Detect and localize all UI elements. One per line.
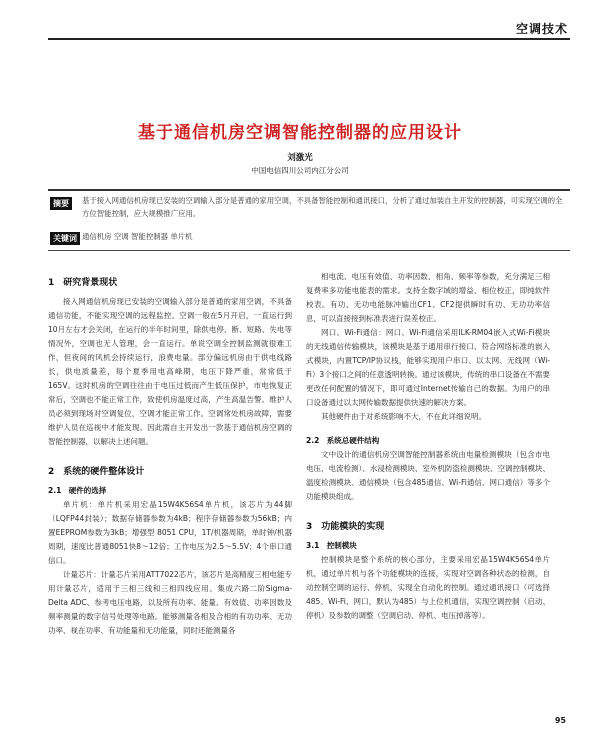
section-1-heading: 1 研究背景现状 xyxy=(48,278,118,288)
network-paragraph: 网口、Wi-Fi通信：网口、Wi-Fi通信采用ILK-RM04嵌入式Wi-Fi模块的无线通信传输模块，该模块是基于通用串行接口、符合网络标准的嵌入式模块，内置TCP/IP协议栈，能够实现用户串口、以太网、无线网（Wi-Fi）3个接口之间的任意透明转换。通过该模块，传统的串口设备在不需要更改任何配置的情况下，即可通过Internet传输自己的数据。为用户的串口设备通过以太网传输数据提供快速的解决方案。 xyxy=(306,328,550,407)
mcu-paragraph: 单片机：单片机采用宏晶15W4K56S4单片机，该芯片为44脚（LQFP44封装）；数据存储器参数为4kB；程序存储器参数为56kB；内置EEPROM参数为3kB；增强型 8051 CPU，1T/机器周期，单时钟/机器周期，速度比普通8051快8～12倍；工作电压为2.5～5.5V；4个串口通信口。 xyxy=(48,500,292,565)
section-2-1-heading: 2.1 硬件的选择 xyxy=(48,486,107,495)
section-1-paragraph: 接入网通信机房现已安装的空调输入部分是普通的家用空调，不具备通信功能，不能实现空调的远程监控。空调一般在5月开启，一直运行到10月左右才会关闭，在运行的半年时间里，除供电停、断、短路、失电等情况外，空调也无人管理，会一直运行。单说空调全控制监测就很难工作，但夜间的风机会持续运行，浪费电量。部分偏远机房由于供电线路长，供电质量差，每个夏季用电高峰期，电压下降严重，常常低于165V。这时机房的空调往往由于电压过低而产生低压保护，市电恢复正常后，空调也不能正常工作，致使机房温度过高，产生高温告警。维护人员必须到现场对空调复位，空调才能正常工作。空调常处机房故障，需要维护人员在巡视中才能发现。因此需自主开发出一款基于通信机房空调的智能控制器，以解决上述问题。 xyxy=(48,297,292,446)
abstract-top-rule xyxy=(48,189,570,191)
article-title: 基于通信机房空调智能控制器的应用设计 xyxy=(138,123,462,143)
keywords-label: 关键词 xyxy=(50,232,80,245)
article-affiliation: 中国电信四川公司内江分公司 xyxy=(251,166,349,175)
header-rule xyxy=(48,38,570,40)
keywords-text: 通信机房 空调 智能控制器 单片机 xyxy=(82,232,193,241)
abstract-label: 摘要 xyxy=(50,197,72,210)
control-module-paragraph: 控制模块是整个系统的核心部分，主要采用宏晶15W4K56S4单片机，通过单片机与各个功能模块的连接，实现对空调各种状态的检测，自动控制空调的运行、停机，实现全自动化的控制。通过通讯接口（可选择485、Wi-Fi、网口，默认为485）与上位机通信，实现空调控制（启动、停机）及参数的调整（空调启动、停机、电压掉落等）。 xyxy=(306,555,550,620)
section-2-2-heading: 2.2 系统总硬件结构 xyxy=(306,436,380,445)
system-structure-paragraph: 文中设计的通信机房空调智能控制器系统由电量检测模块（包含市电电压、电流检测）、水浸检测模块、室外机防盗检测模块、空调控制模块、温度检测模块、通信模块（包含485通信、Wi-Fi通信、网口通信）等多个功能模块组成。 xyxy=(306,450,550,501)
other-hardware-paragraph: 其他硬件由于对系统影响不大，不在此详细说明。 xyxy=(321,412,486,421)
abstract-text: 基于接入网通信机房现已安装的空调输入部分是普通的家用空调，不具备智能控制和通讯接口，分析了通过加装自主开发的控制器，可实现空调的全方位智能控制，应大规模推广应用。 xyxy=(82,196,563,218)
journal-section-tag: 空调技术 xyxy=(515,22,568,36)
section-3-heading: 3 功能模块的实现 xyxy=(306,522,385,532)
abstract-bottom-rule xyxy=(48,250,570,251)
article-author: 刘激光 xyxy=(287,153,313,163)
section-3-1-heading: 3.1 控制模块 xyxy=(306,541,357,550)
right-column xyxy=(306,270,550,623)
section-2-heading: 2 系统的硬件整体设计 xyxy=(48,467,145,477)
page-number: 95 xyxy=(554,716,566,725)
metering-chip-continued: 相电流、电压有效值、功率因数、相角、频率等参数，充分满足三相复费率多功能电能表的需求。支持全数字域的增益、相位校正，即纯软件校表。有功、无功电能脉冲输出CF1、CF2提供瞬时有功、无功功率信息，可以直接接到标准表进行误差校正。 xyxy=(306,272,550,323)
left-column xyxy=(48,270,292,638)
metering-chip-paragraph: 计量芯片：计量芯片采用ATT7022芯片，该芯片是高精度三相电能专用计量芯片，适用于三相三线和三相四线应用。集成六路二阶Sigma-Delta ADC、参考电压电路，以及所有功率、能量、有效值、功率因数及频率测量的数字信号处理等电路。能够测量各相及合相的有功功率、无功功率、视在功率、有功能量和无功能量，同时还能测量各 xyxy=(48,570,292,635)
